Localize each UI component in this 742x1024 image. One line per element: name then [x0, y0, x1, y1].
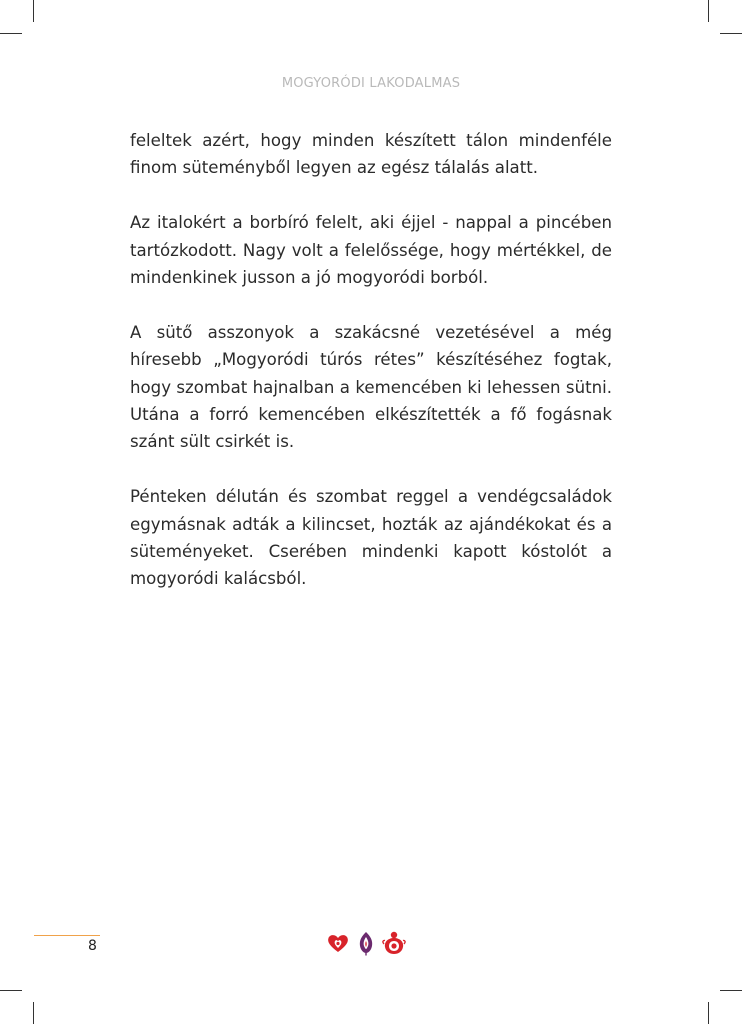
footer-ornaments: [326, 930, 406, 956]
crop-mark: [720, 33, 742, 34]
paragraph: A sütő asszonyok a szakácsné vezetésével a még híresebb „Mogyoródi túrós rétes” készítéséhez fogtak, hogy szombat hajnalban a kemencében ki lehessen sütni. Utána a forró kemencében elkészítették a fő fogásnak szánt sült csirkét is.: [130, 322, 612, 452]
heart-ornament-icon: [326, 931, 350, 955]
crop-mark: [708, 0, 709, 22]
crop-mark: [33, 0, 34, 22]
flower-ornament-icon: [382, 930, 406, 956]
crop-mark: [33, 1002, 34, 1024]
tulip-ornament-icon: [356, 930, 376, 956]
crop-mark: [0, 33, 22, 34]
paragraph: Pénteken délután és szombat reggel a vendégcsaládok egymásnak adták a kilincset, hozták az ajándékokat és a süteményeket. Cserében mindenki kapott kóstolót a mogyoródi kalácsból.: [130, 487, 612, 589]
footer-rule: [34, 935, 100, 936]
paragraph: feleltek azért, hogy minden készített tálon mindenféle finom süteményből legyen az egész tálalás alatt.: [130, 131, 612, 178]
page-number: 8: [88, 938, 97, 954]
running-title: MOGYORÓDI LAKODALMAS: [281, 76, 461, 91]
body-text: [130, 127, 612, 620]
crop-mark: [708, 1002, 709, 1024]
paragraph: Az italokért a borbíró felelt, aki éjjel - nappal a pincében tartózkodott. Nagy volt a felelőssége, hogy mértékkel, de mindenkinek jusson a jó mogyoródi borból.: [130, 213, 612, 288]
crop-mark: [0, 990, 22, 991]
crop-mark: [720, 990, 742, 991]
